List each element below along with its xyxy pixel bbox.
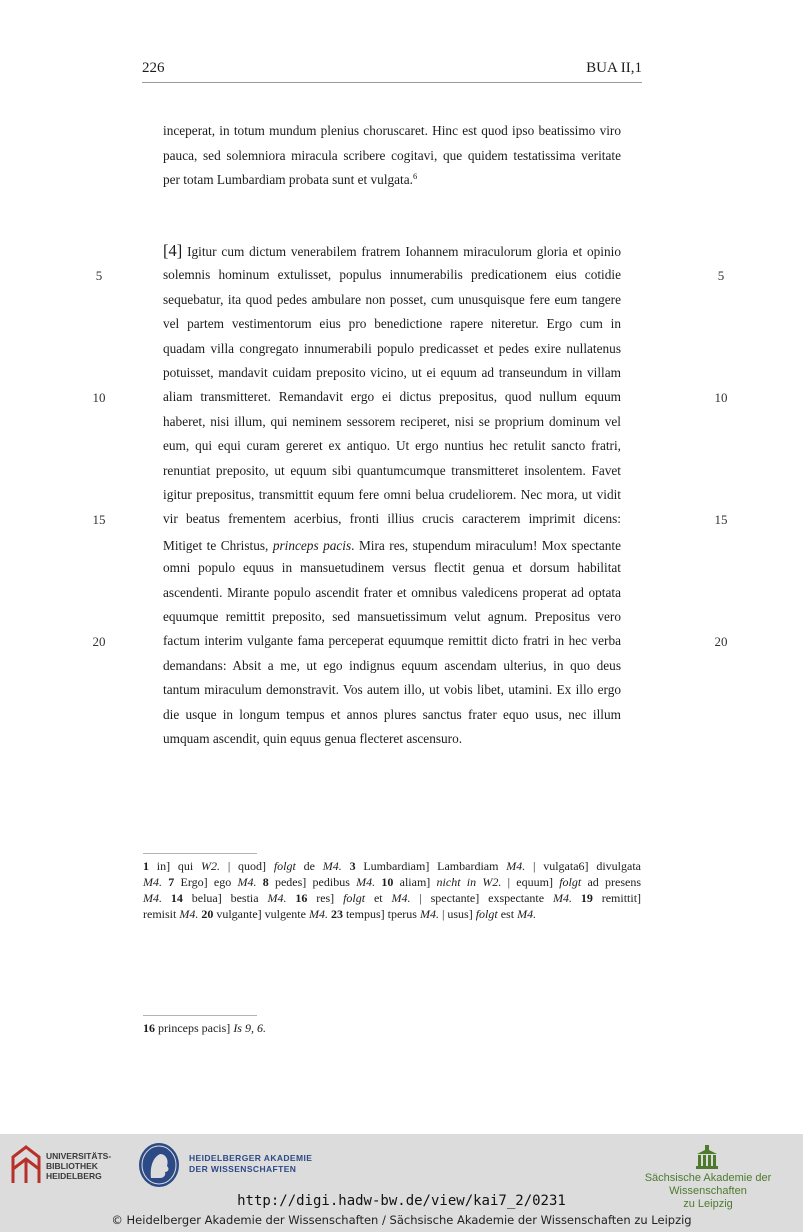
apparatus-line: 1 in] qui W2. | quod] folgt de M4. 3 Lumbardiam] Lambardiam M4. | vulgata6] divulgata [143, 859, 641, 873]
body-line: sequebatur, ita quod pedes ambulare non posset, cum unusquisque fere eum tangere [163, 292, 621, 307]
body-line: umquam ascendit, quin equus genua flecteret ascensuro. [163, 731, 463, 746]
body-line: ascendenti. Mirante populo ascendit frater et omnibus valedicens properat ad optata [163, 585, 621, 600]
line-number: 15 [92, 512, 106, 527]
page-number: 226 [142, 60, 165, 76]
apparatus-line: M4. 7 Ergo] ego M4. 8 pedes] pedibus M4. 10 aliam] nicht in W2. | equum] folgt ad presens [143, 875, 642, 889]
university-library-name: UNIVERSITÄTS- BIBLIOTHEK HEIDELBERG [46, 1151, 112, 1181]
line-number: 15 [714, 512, 728, 527]
academy-name: HEIDELBERGER AKADEMIE DER WISSENSCHAFTEN [189, 1153, 313, 1174]
line-number: 5 [95, 268, 103, 283]
academy-seal-icon[interactable] [138, 1142, 180, 1188]
apparatus-line: M4. 14 belua] bestia M4. 16 res] folgt et M4. | spectante] exspectante M4. 19 remittit] [143, 891, 642, 905]
line-number: 20 [92, 634, 106, 649]
footnote-marker: 6 [412, 171, 418, 181]
body-line: vel partem vestimentorum eius pro benedictione rapere niteretur. Ergo cum in [163, 316, 621, 331]
line-number: 5 [717, 268, 725, 283]
body-line: tantum miraculum demonstravit. Vos autem illo, ut vobis libet, utamini. Ex illo ergo [163, 682, 621, 697]
saxon-academy-name: Sächsische Akademie der Wissenschaften zu Leipzig [644, 1172, 772, 1210]
line-number: 10 [92, 390, 106, 405]
quotation-italic: princeps pacis [272, 538, 352, 553]
body-line: eum, qui equi curam gereret ex antiquo. Ut ergo nuntius hec retulit sancto fratri, [163, 438, 621, 453]
copyright-notice: © Heidelberger Akademie der Wissenschaften / Sächsische Akademie der Wissenschaften zu Leipzig [111, 1213, 692, 1227]
body-line: igitur prepositus, transmittit equum fere omni belua crudeliorem. Nec mora, ut vidit [163, 487, 621, 502]
line-number: 10 [714, 390, 728, 405]
line-number: 20 [714, 634, 728, 649]
body-line: renuntiat preposito, ut equum sibi quantumcumque transmitteret insolentem. Favet [163, 463, 621, 478]
body-line: die usque in longum tempus et annos plures sanctus frater equo usus, nec illum [163, 707, 621, 722]
body-line: demandans: Absit a me, ut ego indignus equum ascendam ulterius, in quo deus [163, 658, 621, 673]
source-note-rule [143, 1015, 257, 1016]
header-rule [142, 82, 642, 83]
body-line: quadam villa congregato innumerabili populo predicasset et pedes exire nullatenus [163, 341, 621, 356]
apparatus-line: remisit M4. 20 vulgante] vulgente M4. 23 tempus] tperus M4. | usus] folgt est M4. [143, 907, 537, 921]
body-line: aliam transmitteret. Remandavit ergo ei dictus prepositus, quod nullum equum [163, 389, 621, 404]
running-head: BUA II,1 [586, 60, 642, 76]
body-line: Mitiget te Christus, princeps pacis. Mira res, stupendum miraculum! Mox spectante [163, 538, 621, 553]
body-line: vir beatus frementem acerbius, fronti illius crucis caracterem imprimit dicens: [163, 511, 621, 526]
permalink-url[interactable]: http://digi.hadw-bw.de/view/kai7_2/0231 [237, 1193, 566, 1209]
body-line: [4] Igitur cum dictum venerabilem fratrem Iohannem miraculorum gloria et opinio [163, 241, 621, 260]
body-line: equumque remittit preposito, sed mansuetissimum velut agnum. Prepositus vero [163, 609, 621, 624]
body-line: factum interim vulgante fama perceperat equumque remittit dicto fratri in hec verba [163, 633, 621, 648]
intro-line: pauca, sed solemniora miracula scribere cogitavi, que quidem testatissima veritate [163, 148, 621, 163]
university-library-logo-icon[interactable] [10, 1143, 42, 1187]
section-number: [4] [163, 241, 183, 260]
body-line: omni populo equus in mansuetudinem versus flectit genua et dorsum habilitat [163, 560, 621, 575]
saxon-academy-building-icon[interactable] [696, 1144, 718, 1170]
intro-line: inceperat, in totum mundum plenius choruscaret. Hinc est quod ipso beatissimo viro [163, 123, 621, 138]
intro-line: per totam Lumbardiam probata sunt et vulgata.$^6$ [163, 171, 418, 187]
source-note: 16 princeps pacis] Is 9, 6. [143, 1021, 266, 1035]
body-line: potuisset, mandavit cuidam preposito vicino, ut ei equum ad transeundum in villam [163, 365, 621, 380]
body-line: haberet, nisi illum, qui neminem sessorem reciperet, nisi se proprium dominum vel [163, 414, 621, 429]
apparatus-rule [143, 853, 257, 854]
body-line: solemnis hominum extulisset, populus innumerabilis predicationem eius cotidie [163, 267, 621, 282]
